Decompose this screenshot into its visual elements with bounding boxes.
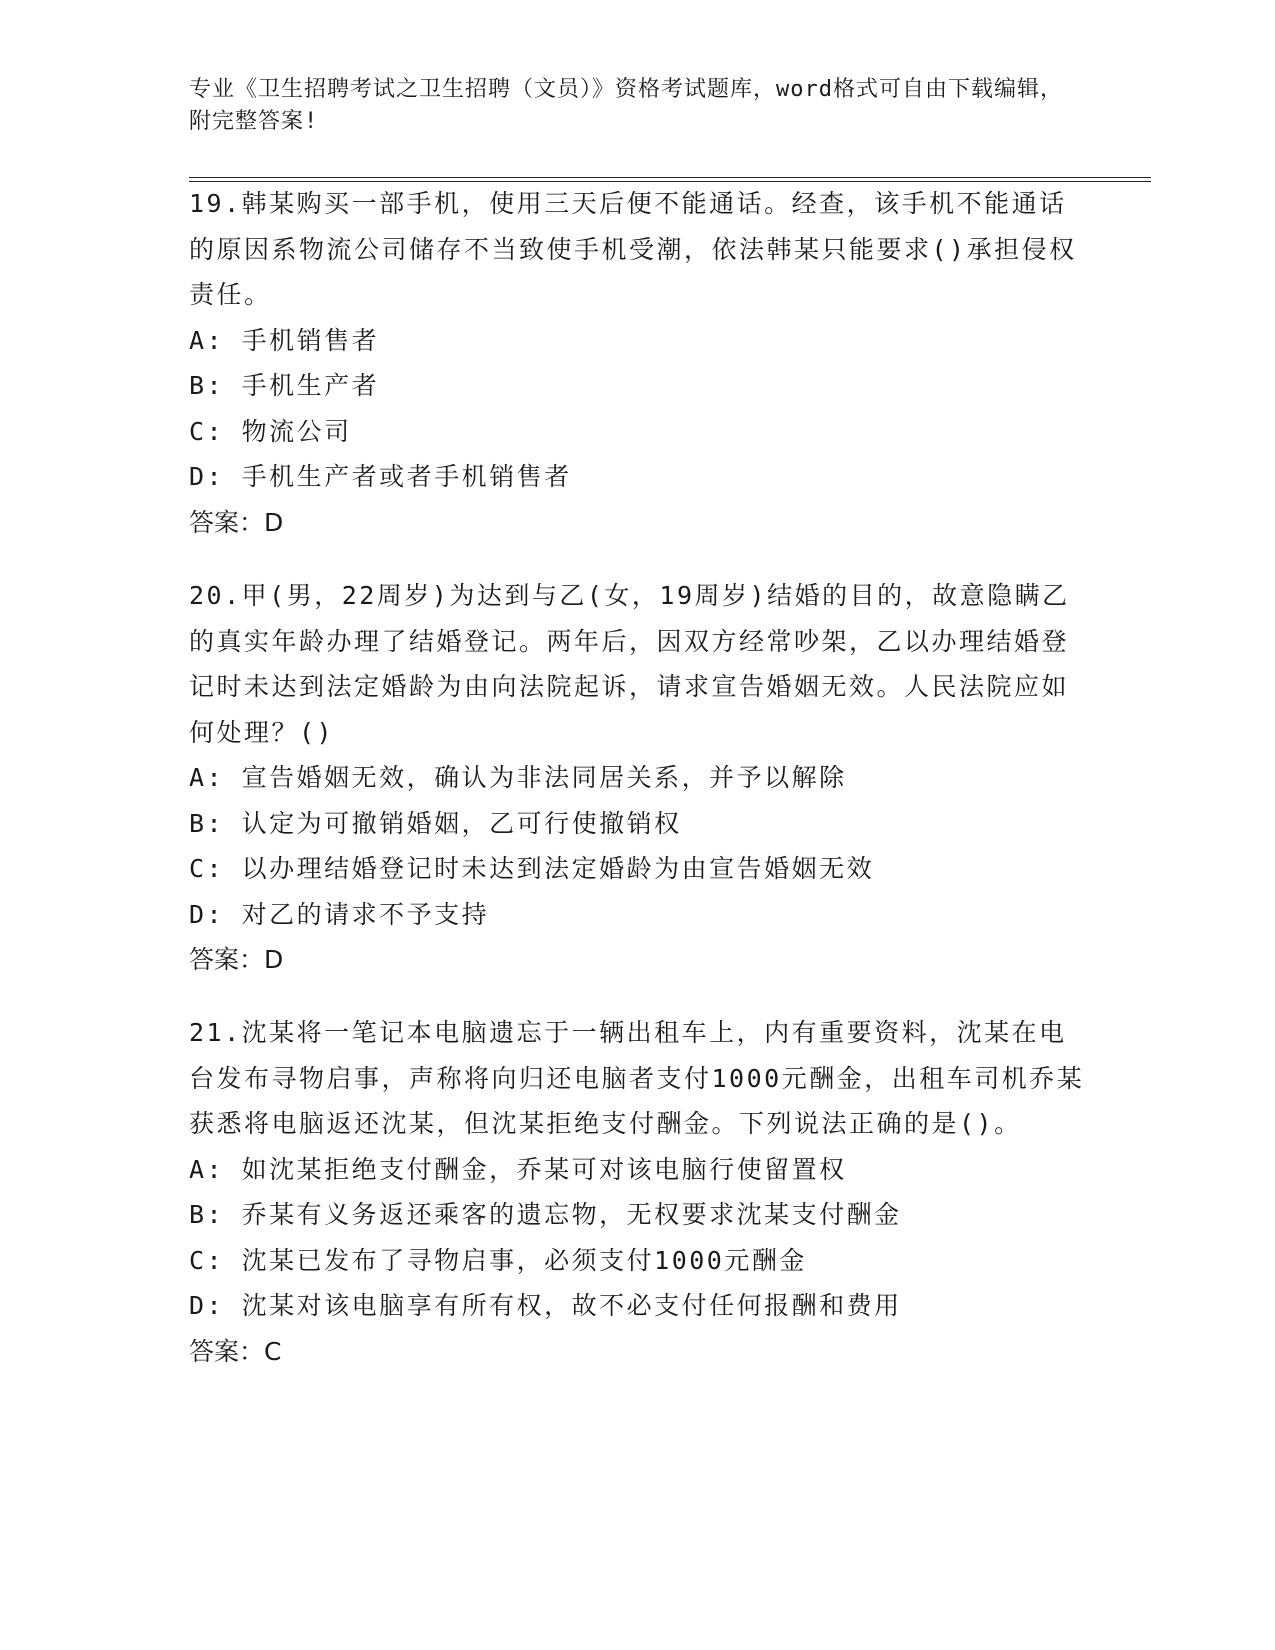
answer-label: 答案： [189, 1336, 265, 1366]
document-header [189, 74, 1069, 138]
answer-label: 答案： [189, 507, 265, 537]
option-b: B: 手机生产者 [189, 371, 380, 400]
option-b: B: 认定为可撤销婚姻，乙可行使撤销权 [189, 808, 682, 838]
question-20 [189, 573, 1089, 983]
answer-label: 答案： [189, 945, 265, 974]
question-stem: 21.沈某将一笔记本电脑遗忘于一辆出租车上，内有重要资料，沈某在电台发布寻物启事，声称将向归还电脑者支付1000元酬金，出租车司机乔某获悉将电脑返还沈某，但沈某拒绝支付酬金。下列说法正确的是()。 [189, 1018, 1085, 1138]
question-stem: 19.韩某购买一部手机，使用三天后便不能通话。经查，该手机不能通话的原因系物流公司储存不当致使手机受潮，依法韩某只能要求()承担侵权责任。 [189, 189, 1077, 309]
header-text: 专业《卫生招聘考试之卫生招聘（文员）》资格考试题库，word格式可自由下载编辑，附完整答案! [189, 77, 1063, 134]
option-c: C: 物流公司 [189, 416, 352, 446]
option-a: A: 如沈某拒绝支付酬金，乔某可对该电脑行使留置权 [189, 1154, 847, 1184]
option-d: D: 对乙的请求不予支持 [189, 899, 490, 929]
option-d: D: 手机生产者或者手机销售者 [189, 462, 572, 491]
option-a: A: 手机销售者 [189, 325, 380, 355]
option-c: C: 以办理结婚登记时未达到法定婚龄为由宣告婚姻无效 [189, 854, 875, 883]
answer-value: D [264, 945, 284, 974]
answer-line [189, 1329, 1089, 1375]
option-b: B: 乔某有义务返还乘客的遗忘物，无权要求沈某支付酬金 [189, 1200, 902, 1229]
answer-line [189, 500, 1089, 546]
answer-value: D [264, 507, 284, 537]
option-a: A: 宣告婚姻无效，确认为非法同居关系，并予以解除 [189, 763, 847, 792]
question-stem: 20.甲(男，22周岁)为达到与乙(女，19周岁)结婚的目的，故意隐瞒乙的真实年龄办理了结婚登记。两年后，因双方经常吵架，乙以办理结婚登记时未达到法定婚龄为由向法院起诉，请求宣告婚姻无效。人民法院应如何处理？() [189, 581, 1070, 747]
question-19 [189, 181, 1089, 545]
option-d: D: 沈某对该电脑享有所有权，故不必支付任何报酬和费用 [189, 1291, 902, 1320]
question-21 [189, 1010, 1089, 1374]
answer-value: C [264, 1336, 282, 1366]
option-c: C: 沈某已发布了寻物启事，必须支付1000元酬金 [189, 1245, 807, 1275]
answer-line [189, 937, 1089, 983]
